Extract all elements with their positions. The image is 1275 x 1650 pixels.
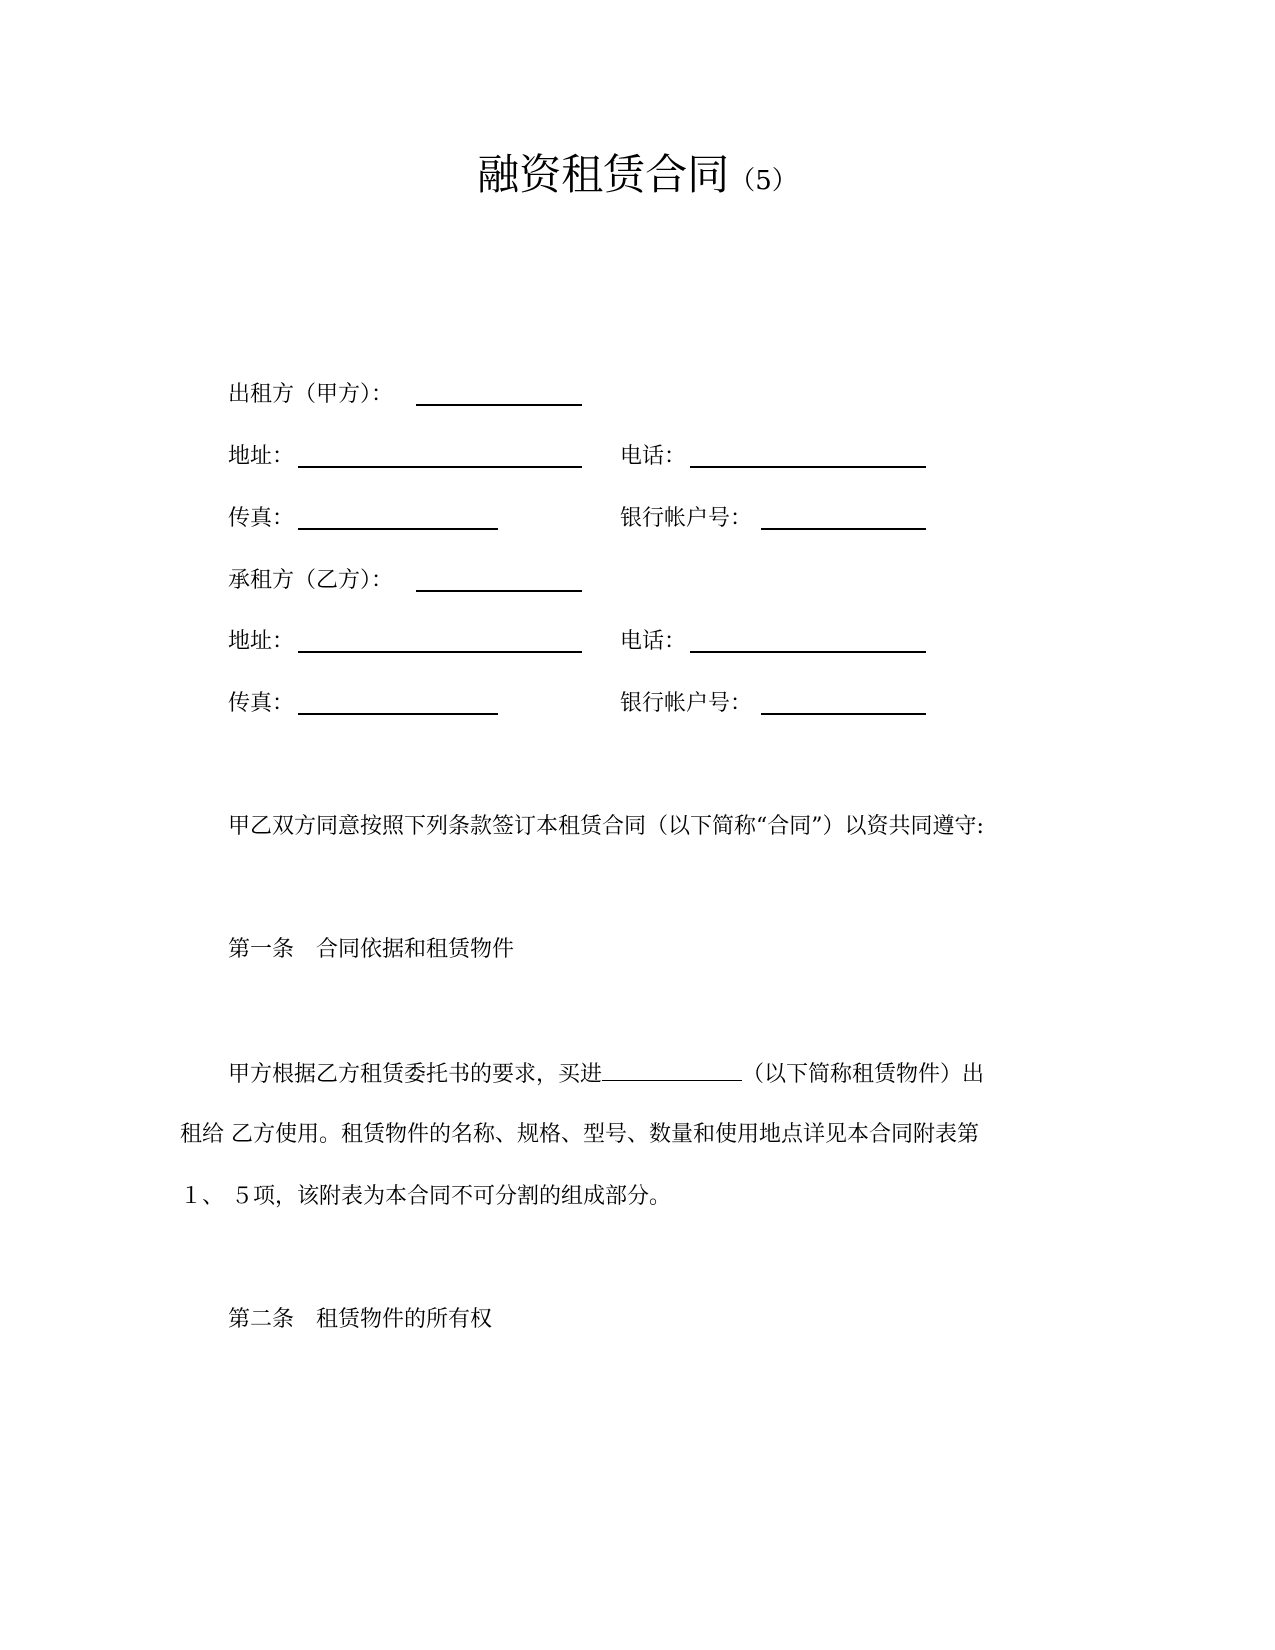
lessor-fax-label: 传真： — [228, 506, 295, 531]
title-suffix: （5） — [729, 166, 798, 196]
article-1-line-1-before: 甲方根据乙方租赁委托书的要求，买进 — [228, 1062, 603, 1087]
lessor-phone-blank[interactable] — [690, 466, 926, 468]
lessor-address-blank[interactable] — [298, 466, 582, 468]
lessee-bank-blank[interactable] — [761, 713, 926, 715]
lessor-phone-label: 电话： — [620, 444, 687, 469]
lessee-fax-blank[interactable] — [298, 713, 498, 715]
preamble-text: 甲乙双方同意按照下列条款签订本租赁合同（以下简称“合同”）以资共同遵守: — [228, 814, 984, 839]
lessee-address-label: 地址： — [228, 629, 295, 654]
lessee-phone-label: 电话： — [620, 629, 687, 654]
article-1-line-3: １、 ５项，该附表为本合同不可分割的组成部分。 — [180, 1184, 671, 1209]
lessee-party-label: 承租方（乙方）： — [228, 568, 394, 593]
lessee-name-blank[interactable] — [416, 590, 582, 592]
lessee-phone-blank[interactable] — [690, 651, 926, 653]
lessor-bank-label: 银行帐户号： — [620, 506, 753, 531]
lessor-name-blank[interactable] — [416, 404, 582, 406]
article-1-line-2: 租给 乙方使用。租赁物件的名称、规格、型号、数量和使用地点详见本合同附表第 — [180, 1122, 979, 1147]
article-1-line-1-after: （以下简称租赁物件）出 — [742, 1062, 985, 1087]
lessor-party-label: 出租方（甲方）： — [228, 382, 394, 407]
lessee-bank-label: 银行帐户号： — [620, 691, 753, 716]
article-1-heading: 第一条 合同依据和租赁物件 — [228, 937, 515, 962]
title-text: 融资租赁合同 — [477, 150, 730, 199]
document-title — [0, 146, 1275, 210]
lessor-address-label: 地址： — [228, 444, 295, 469]
lessee-fax-label: 传真： — [228, 691, 295, 716]
article-2-heading: 第二条 租赁物件的所有权 — [228, 1307, 493, 1332]
lessor-fax-blank[interactable] — [298, 528, 498, 530]
leased-item-blank[interactable] — [602, 1058, 742, 1081]
lessee-address-blank[interactable] — [298, 651, 582, 653]
lessor-bank-blank[interactable] — [761, 528, 926, 530]
article-1-line-1 — [228, 1058, 984, 1090]
